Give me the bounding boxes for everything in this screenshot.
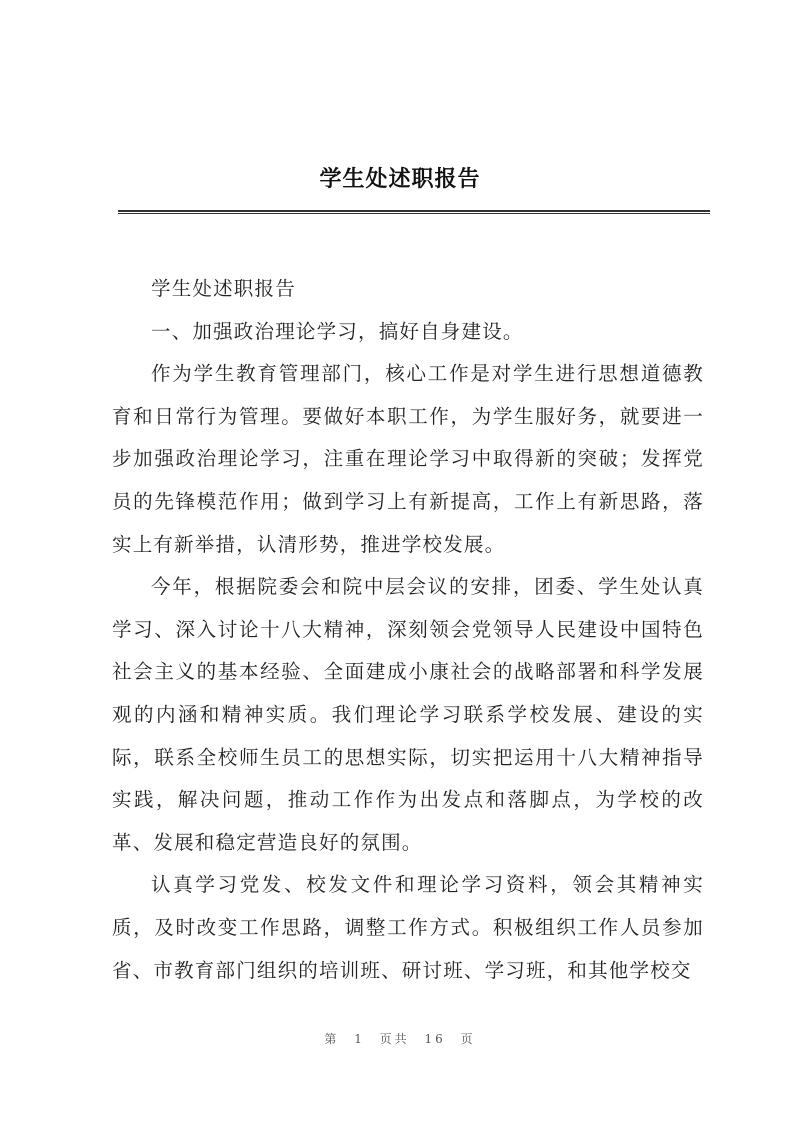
paragraph: 今年，根据院委会和院中层会议的安排，团委、学生处认真学习、深入讨论十八大精神，深刻领会党领导人民建设中国特色社会主义的基本经验、全面建成小康社会的战略部署和科学发展观的内涵和精神实质。我们理论学习联系学校发展、建设的实际，联系全校师生员工的思想实际，切实把运用十八大精神指导实践，解决问题，推动工作作为出发点和落脚点，为学校的改革、发展和稳定营造良好的氛围。 <box>112 575 704 854</box>
paragraph: 认真学习党发、校发文件和理论学习资料，领会其精神实质，及时改变工作思路，调整工作方式。积极组织工作人员参加省、市教育部门组织的培训班、研讨班、学习班，和其他学校交 <box>112 873 704 982</box>
total-pages-number: 16 <box>424 1032 446 1046</box>
document-title: 学生处述职报告 <box>319 166 481 192</box>
document-body <box>112 268 704 992</box>
page-label-prefix: 第 <box>324 1032 340 1046</box>
page-footer <box>0 1030 800 1047</box>
paragraph: 一、加强政治理论学习，搞好自身建设。 <box>151 319 524 343</box>
page-label-suffix: 页 <box>460 1032 476 1046</box>
title-divider <box>118 210 710 214</box>
page-label-mid: 页共 <box>379 1032 410 1046</box>
paragraph: 学生处述职报告 <box>151 277 296 300</box>
current-page-number: 1 <box>354 1032 365 1046</box>
paragraph: 作为学生教育管理部门，核心工作是对学生进行思想道德教育和日常行为管理。要做好本职工作，为学生服好务，就要进一步加强政治理论学习，注重在理论学习中取得新的突破；发挥党员的先锋模范作用；做到学习上有新提高，工作上有新思路，落实上有新举措，认清形势，推进学校发展。 <box>112 362 704 556</box>
